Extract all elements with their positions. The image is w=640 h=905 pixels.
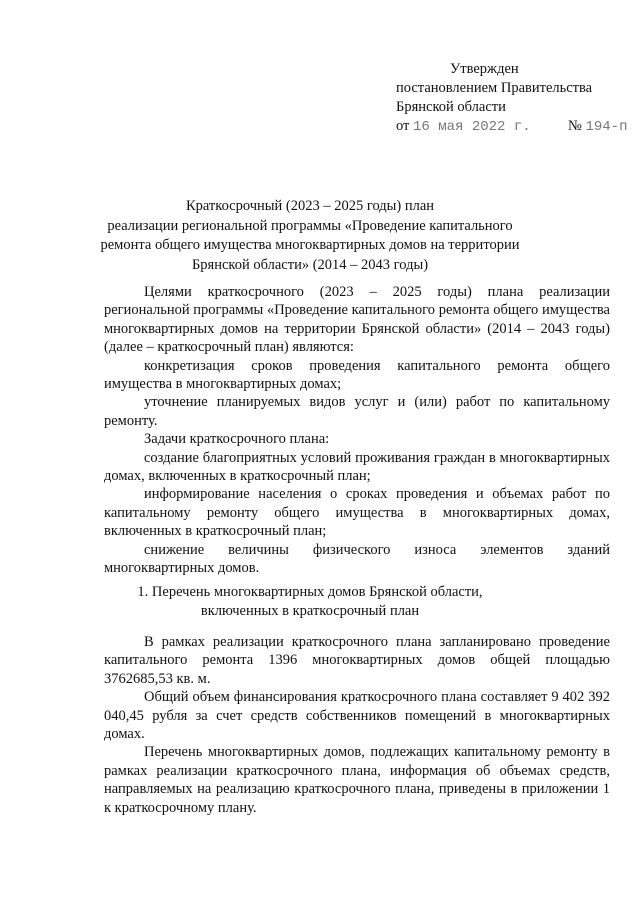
- date-stamp: 16 мая 2022 г.: [413, 119, 531, 135]
- number-group: [568, 117, 627, 137]
- title-line-3: ремонта общего имущества многоквартирных домов на территории: [100, 237, 520, 253]
- date-prefix: от: [396, 118, 410, 134]
- section-1-title: [100, 583, 520, 621]
- paragraph-task-3: снижение величины физического износа элементов зданий многоквартирных домов.: [104, 541, 610, 577]
- title-line-2: реализации региональной программы «Проведение капитального: [107, 217, 513, 234]
- document-title: [100, 197, 520, 275]
- title-line-4: Брянской области» (2014 – 2043 годы): [191, 256, 429, 273]
- section-1-title-line-2: включенных в краткосрочный план: [200, 603, 420, 619]
- paragraph-list: Перечень многоквартирных домов, подлежащих капитальному ремонту в рамках реализации краткосрочного плана, информация об объемах средств, направляемых на реализацию краткосрочного плана, приведены в приложении 1 к краткосрочному плану.: [104, 744, 610, 816]
- paragraph-task-1: создание благоприятных условий проживания граждан в многоквартирных домах, включенных в краткосрочный план;: [104, 449, 610, 485]
- number-prefix: №: [568, 118, 582, 134]
- approval-line-approved: Утвержден: [450, 61, 519, 77]
- section-1-text: [104, 633, 610, 817]
- paragraph-tasks: Задачи краткосрочного плана:: [144, 431, 330, 448]
- section-1-title-line-1: 1. Перечень многоквартирных домов Брянской области,: [137, 584, 483, 600]
- paragraph-goal-1: конкретизация сроков проведения капитального ремонта общего имущества в многоквартирных домах;: [104, 357, 610, 393]
- approval-block: [396, 60, 628, 137]
- intro-text: [104, 283, 610, 578]
- approval-line-region: Брянской области: [396, 99, 506, 115]
- approval-date-line: [396, 117, 628, 137]
- paragraph-houses: В рамках реализации краткосрочного плана запланировано проведение капитального ремонта 1396 многоквартирных домов общей площадью 3762685,53 кв. м.: [104, 634, 610, 687]
- paragraph-goal-2: уточнение планируемых видов услуг и (или) работ по капитальному ремонту.: [104, 394, 610, 429]
- paragraph-task-2: информирование населения о сроках проведения и объемах работ по капитальному ремонту общего имущества в многоквартирных домах, включенных в краткосрочный план;: [104, 486, 610, 540]
- number-stamp: 194-п: [585, 119, 628, 135]
- paragraph-financing: Общий объем финансирования краткосрочного плана составляет 9 402 392 040,45 рубля за счет средств собственников помещений в многоквартирных домах.: [104, 689, 610, 743]
- title-line-1: Краткосрочный (2023 – 2025 годы) план: [185, 198, 435, 214]
- approval-line-resolution: постановлением Правительства: [396, 80, 593, 96]
- paragraph-goals: Целями краткосрочного (2023 – 2025 годы) плана реализации региональной программы «Проведение капитального ремонта общего имущества многоквартирных домов на территории Брянской области» (2014 – 2043 годы) (далее – краткосрочный план) являются:: [104, 284, 610, 356]
